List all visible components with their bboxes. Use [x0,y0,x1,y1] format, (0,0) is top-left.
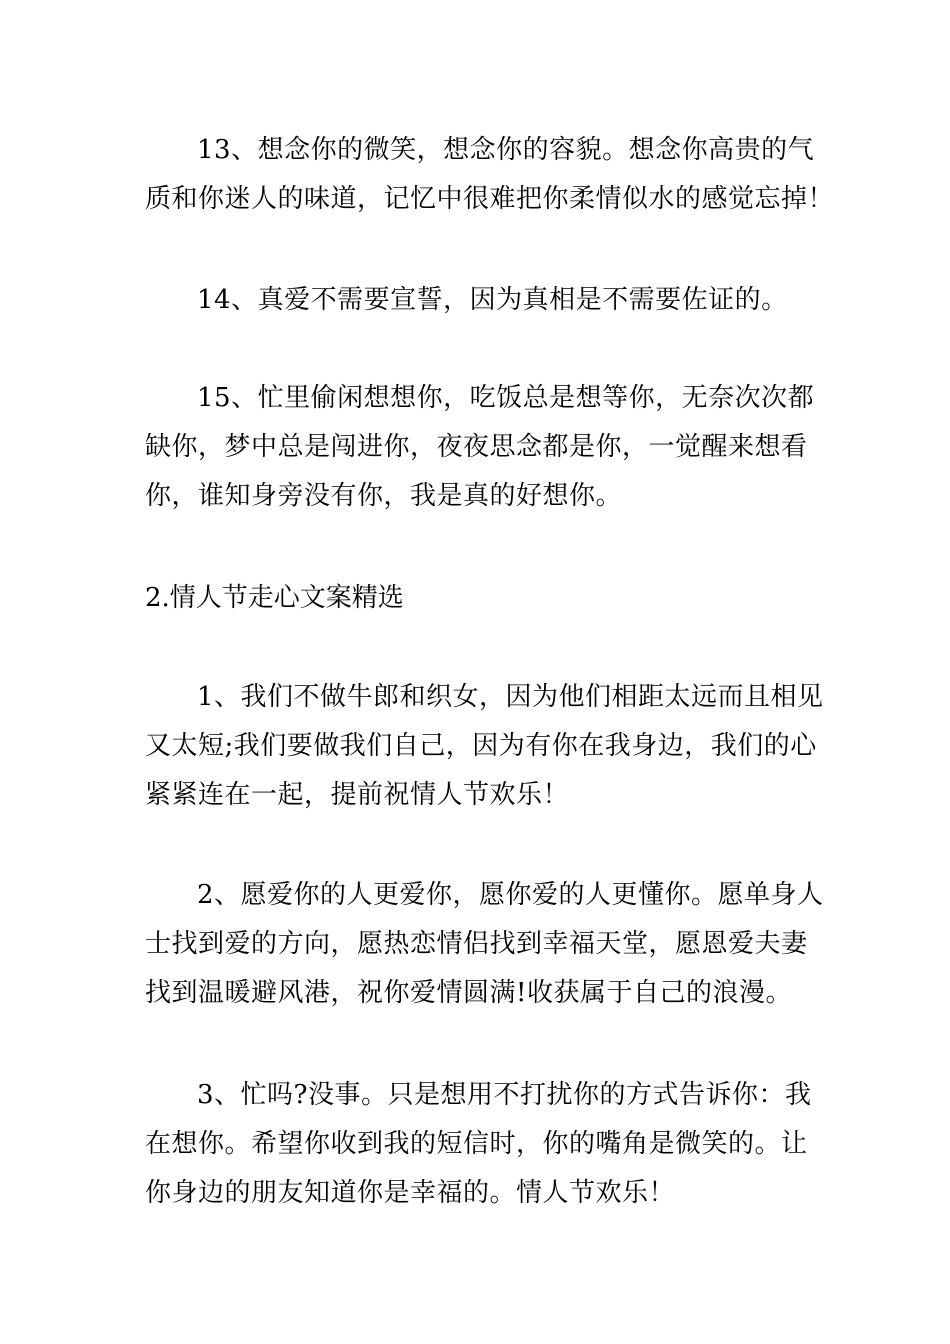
paragraph-item-13 [145,126,835,224]
paragraph-line: 15、忙里偷闲想想你，吃饭总是想等你，无奈次次都 [197,383,815,413]
paragraph-item-15 [145,374,815,521]
paragraph-line: 质和你迷人的味道，记忆中很难把你柔情似水的感觉忘掉！ [145,184,835,214]
paragraph-line: 紧紧连在一起，提前祝情人节欢乐！ [145,780,570,810]
paragraph-line: 14、真爱不需要宣誓，因为真相是不需要佐证的。 [197,285,788,315]
paragraph-line: 士找到爱的方向，愿热恋情侣找到幸福天堂，愿恩爱夫妻 [145,929,808,959]
paragraph-line: 你身边的朋友知道你是幸福的。情人节欢乐！ [145,1178,676,1208]
paragraph-line: 找到温暖避风港，祝你爱情圆满!收获属于自己的浪漫。 [145,978,792,1008]
paragraph-line: 3、忙吗?没事。只是想用不打扰你的方式告诉你：我 [197,1080,812,1110]
paragraph-line: 13、想念你的微笑，想念你的容貌。想念你高贵的气 [197,135,815,165]
paragraph-line: 1、我们不做牛郎和织女，因为他们相距太远而且相见 [197,682,824,712]
paragraph-line: 在想你。希望你收到我的短信时，你的嘴角是微笑的。让 [145,1129,808,1159]
paragraph-line: 2、愿爱你的人更爱你，愿你爱的人更懂你。愿单身人 [197,880,824,910]
paragraph-line: 又太短;我们要做我们自己，因为有你在我身边，我们的心 [145,731,817,761]
section-heading: 2.情人节走心文案精选 [145,583,404,613]
paragraph-item-2 [145,871,824,1018]
paragraph-line: 你，谁知身旁没有你，我是真的好想你。 [145,481,623,511]
paragraph-item-14 [145,276,810,325]
paragraph-item-3 [145,1071,810,1218]
paragraph-line: 缺你，梦中总是闯进你，夜夜思念都是你，一觉醒来想看 [145,432,808,462]
paragraph-item-1 [145,673,824,820]
